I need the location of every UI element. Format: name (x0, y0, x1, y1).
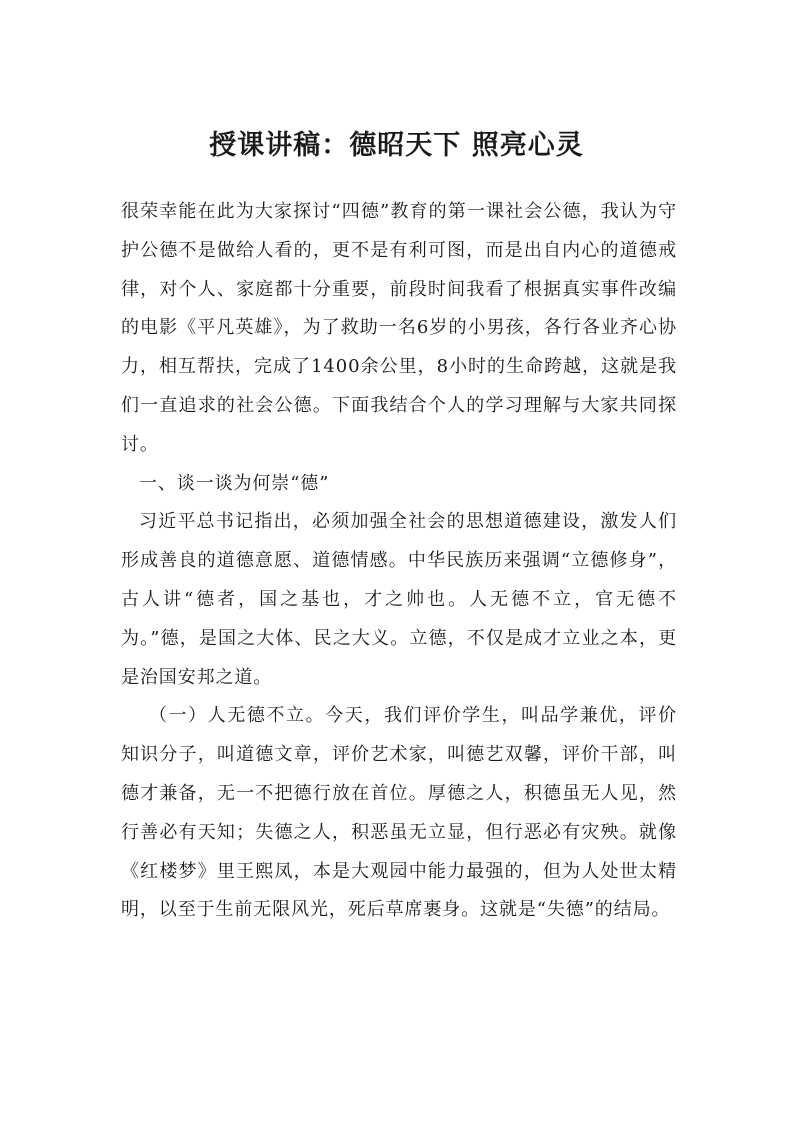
document-body (121, 193, 677, 930)
subsection-paragraph: （一）人无德不立。今天，我们评价学生，叫品学兼优，评价知识分子，叫道德文章，评价艺术家，叫德艺双馨，评价干部，叫德才兼备，无一不把德行放在首位。厚德之人，积德虽无人见，然行善必有天知；失德之人，积恶虽无立显，但行恶必有灾殃。就像《红楼梦》里王熙凤，本是大观园中能力最强的，但为人处世太精明，以至于生前无限风光，死后草席裹身。这就是“失德”的结局。 (121, 705, 677, 921)
body-paragraph: 习近平总书记指出，必须加强全社会的思想道德建设，激发人们形成善良的道德意愿、道德情感。中华民族历来强调“立德修身”，古人讲“德者，国之基也，才之帅也。人无德不立，官无德不为。”德，是国之大体、民之大义。立德，不仅是成才立业之本，更是治国安邦之道。 (121, 511, 677, 688)
intro-paragraph: 很荣幸能在此为大家探讨“四德”教育的第一课社会公德，我认为守护公德不是做给人看的，更不是有利可图，而是出自内心的道德戒律，对个人、家庭都十分重要，前段时间我看了根据真实事件改编的电影《平凡英雄》，为了救助一名6岁的小男孩，各行各业齐心协力，相互帮扶，完成了1400余公里，8小时的生命跨越，这就是我们一直追求的社会公德。下面我结合个人的学习理解与大家共同探讨。 (121, 201, 677, 455)
section-heading: 一、谈一谈为何崇“德” (139, 472, 330, 494)
document-title: 授课讲稿：德昭天下 照亮心灵 (209, 130, 584, 161)
